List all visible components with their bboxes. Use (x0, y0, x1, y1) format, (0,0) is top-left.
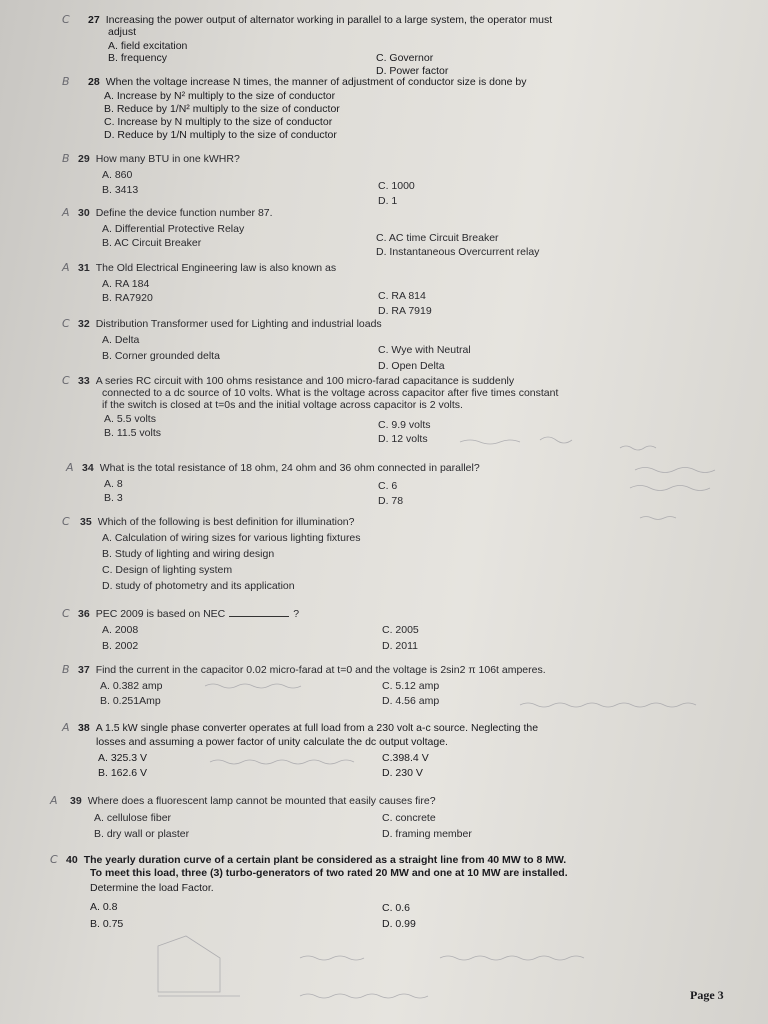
option-a: A. 0.382 amp (100, 680, 163, 692)
answer-blank (229, 616, 289, 617)
question-text: 33 A series RC circuit with 100 ohms resistance and 100 micro-farad capacitance is suddenly (78, 375, 515, 387)
option-d: D. Open Delta (378, 360, 445, 372)
option-a: A. 0.8 (90, 901, 118, 913)
option-a: A. Delta (102, 334, 140, 346)
option-c: C.398.4 V (382, 752, 429, 764)
option-b: B. Corner grounded delta (102, 350, 220, 362)
question-text: 30 Define the device function number 87. (78, 207, 273, 219)
question-text: 32 Distribution Transformer used for Lighting and industrial loads (78, 318, 382, 330)
option-d: D. 4.56 amp (382, 695, 440, 707)
answer-mark: A (62, 721, 70, 734)
option-b: B. AC Circuit Breaker (102, 237, 202, 249)
option-c: C. 1000 (378, 180, 415, 192)
question-text: 37 Find the current in the capacitor 0.02 micro-farad at t=0 and the voltage is 2sin2 π 106t amperes. (78, 664, 546, 676)
answer-mark: C (62, 607, 70, 620)
option-a: A. Calculation of wiring sizes for various lighting fixtures (102, 532, 361, 544)
option-a: A. cellulose fiber (94, 812, 172, 824)
question-text: 36 PEC 2009 is based on NEC ? (78, 608, 300, 620)
option-c: C. Increase by N multiply to the size of conductor (104, 116, 333, 128)
option-c: C. Design of lighting system (102, 564, 233, 576)
option-d: D. 78 (378, 495, 404, 507)
option-b: B. 11.5 volts (104, 427, 162, 439)
option-d: D. study of photometry and its application (102, 580, 295, 592)
option-c: C. concrete (382, 812, 436, 824)
option-b: B. 0.251Amp (100, 695, 161, 707)
option-c: C. Governor (376, 52, 434, 64)
question-text-cont: To meet this load, three (3) turbo-generators of two rated 20 MW and one at 10 MW are installed. (90, 867, 568, 879)
option-c: C. 0.6 (382, 902, 411, 914)
option-b: B. 2002 (102, 640, 139, 652)
option-b: B. Reduce by 1/N² multiply to the size of conductor (104, 103, 340, 115)
option-c: C. 6 (378, 480, 398, 492)
option-b: B. RA7920 (102, 292, 153, 304)
question-text: 34 What is the total resistance of 18 ohm, 24 ohm and 36 ohm connected in parallel? (82, 462, 480, 474)
option-d: D. framing member (382, 828, 472, 840)
option-c: C. 2005 (382, 624, 419, 636)
answer-mark: A (62, 261, 70, 274)
question-text: 39 Where does a fluorescent lamp cannot be mounted that easily causes fire? (70, 795, 436, 807)
answer-mark: B (62, 663, 70, 676)
option-d: D. Reduce by 1/N multiply to the size of conductor (104, 129, 337, 141)
option-c: C. 5.12 amp (382, 680, 440, 692)
option-d: D. 12 volts (378, 433, 428, 445)
option-d: D. 0.99 (382, 918, 416, 930)
page-number: Page 3 (690, 988, 724, 1002)
answer-mark: C (62, 317, 70, 330)
option-b: B. 0.75 (90, 918, 124, 930)
option-a: A. Increase by N² multiply to the size of conductor (104, 90, 336, 102)
option-d: D. Instantaneous Overcurrent relay (376, 246, 540, 258)
option-b: B. 3413 (102, 184, 139, 196)
option-a: A. 325.3 V (98, 752, 148, 764)
option-d: D. 1 (378, 195, 398, 207)
question-text-cont: if the switch is closed at t=0s and the initial voltage across capacitor is 2 volts. (102, 399, 463, 411)
option-c: C. AC time Circuit Breaker (376, 232, 499, 244)
option-c: C. Wye with Neutral (378, 344, 471, 356)
question-text: 40 The yearly duration curve of a certain plant be considered as a straight line from 40 MW to 8 MW. (66, 854, 567, 866)
answer-mark: C (62, 515, 70, 528)
option-b: B. 3 (104, 492, 123, 504)
option-a: A. 5.5 volts (104, 413, 156, 425)
question-text: 31 The Old Electrical Engineering law is also known as (78, 262, 337, 274)
option-a: A. field excitation (108, 40, 188, 52)
option-b: B. 162.6 V (98, 767, 148, 779)
option-a: A. RA 184 (102, 278, 150, 290)
option-b: B. frequency (108, 52, 167, 64)
option-d: D. Power factor (376, 65, 449, 77)
answer-mark: C (50, 853, 58, 866)
option-d: D. 2011 (382, 640, 418, 652)
option-b: B. dry wall or plaster (94, 828, 190, 840)
answer-mark: C (62, 374, 70, 387)
answer-mark: B (62, 75, 70, 88)
option-a: A. 860 (102, 169, 133, 181)
option-c: C. 9.9 volts (378, 419, 431, 431)
question-text: 27 Increasing the power output of alternator working in parallel to a large system, the operator must (88, 14, 553, 26)
option-c: C. RA 814 (378, 290, 426, 302)
answer-mark: A (62, 206, 70, 219)
question-text-cont: losses and assuming a power factor of unity calculate the dc output voltage. (96, 736, 448, 748)
answer-mark: A (66, 461, 74, 474)
option-b: B. Study of lighting and wiring design (102, 548, 275, 560)
option-a: A. 8 (104, 478, 123, 490)
option-d: D. 230 V (382, 767, 423, 779)
question-text: 38 A 1.5 kW single phase converter operates at full load from a 230 volt a-c source. Neglecting the (78, 722, 539, 734)
question-text-cont: adjust (108, 26, 137, 38)
question-text-cont: Determine the load Factor. (90, 882, 214, 894)
question-text: 35 Which of the following is best definition for illumination? (80, 516, 355, 528)
question-text-cont: connected to a dc source of 10 volts. What is the voltage across capacitor after five times constant (102, 387, 559, 399)
option-a: A. Differential Protective Relay (102, 223, 245, 235)
answer-mark: B (62, 152, 70, 165)
answer-mark: A (50, 794, 58, 807)
answer-mark: C (62, 13, 70, 26)
option-d: D. RA 7919 (378, 305, 432, 317)
option-a: A. 2008 (102, 624, 139, 636)
question-text: 28 When the voltage increase N times, the manner of adjustment of conductor size is done by (88, 76, 527, 88)
question-text: 29 How many BTU in one kWHR? (78, 153, 240, 165)
